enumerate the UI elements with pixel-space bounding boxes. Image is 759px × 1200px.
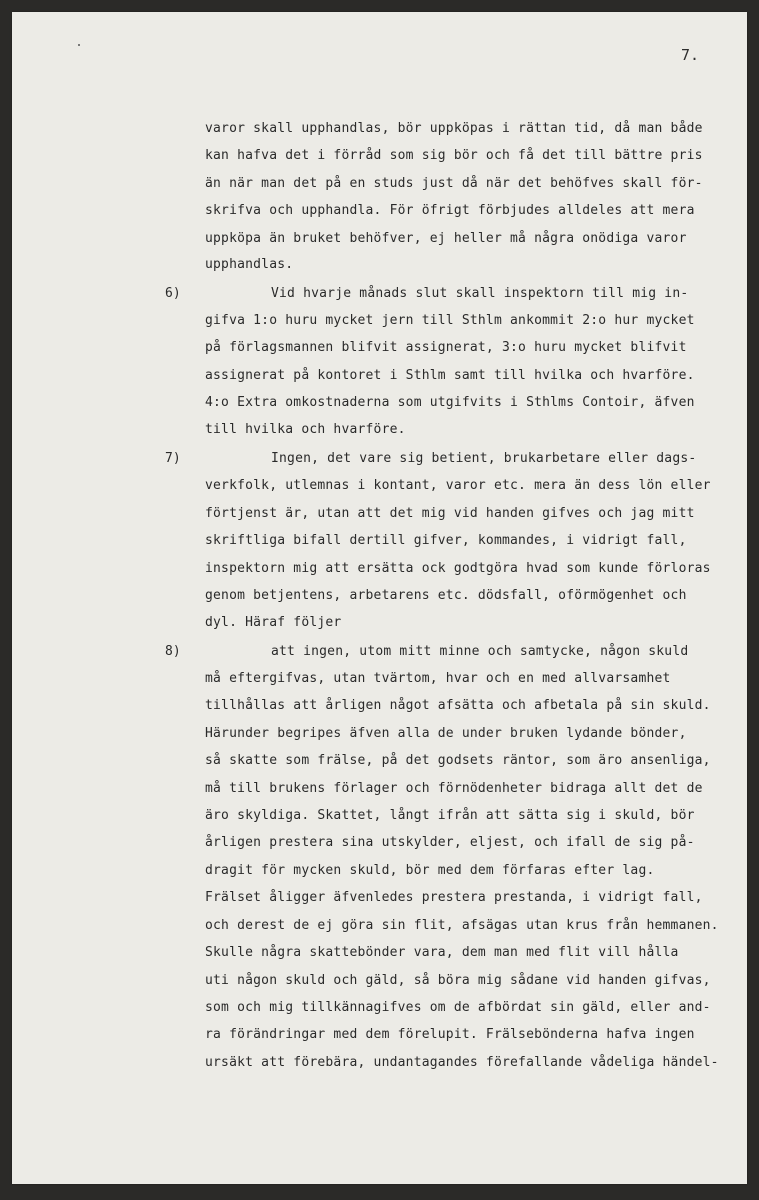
text-line: ursäkt att förebära, undantagandes förefallande vådeliga händel- [205,1055,719,1070]
document-page [12,12,747,1184]
text-line: och derest de ej göra sin flit, afsägas utan krus från hemmanen. [205,918,719,933]
text-line: dyl. Häraf följer [205,615,342,630]
page-number: 7. [680,46,699,64]
text-line: Härunder begripes äfven alla de under bruken lydande bönder, [205,726,687,741]
text-line: assignerat på kontoret i Sthlm samt till hvilka och hvarföre. [205,368,695,383]
text-line: inspektorn mig att ersätta ock godtgöra hvad som kunde förloras [205,561,711,576]
text-line: varor skall upphandlas, bör uppköpas i rättan tid, då man både [205,121,703,136]
text-line: till hvilka och hvarföre. [205,422,406,437]
text-line: tillhållas att årligen något afsätta och afbetala på sin skuld. [205,698,711,713]
text-line: må till brukens förlager och förnödenheter bidraga allt det de [205,781,703,796]
paragraph-marker: 8) [165,644,181,659]
text-line: må eftergifvas, utan tvärtom, hvar och en med allvarsamhet [205,671,671,686]
text-line: än när man det på en studs just då när det behöfves skall för- [205,176,703,191]
text-line: Frälset åligger äfvenledes prestera prestanda, i vidrigt fall, [205,890,703,905]
text-line: gifva 1:o huru mycket jern till Sthlm ankommit 2:o hur mycket [205,313,695,328]
text-line: upphandlas. [205,257,294,272]
text-line: skrifva och upphandla. För öfrigt förbjudes alldeles att mera [205,203,695,218]
text-line: ra förändringar med dem förelupit. Frälsebönderna hafva ingen [205,1027,695,1042]
text-line: Ingen, det vare sig betient, brukarbetare eller dags- [271,451,697,466]
text-line: så skatte som frälse, på det godsets räntor, som äro ansenliga, [205,753,711,768]
text-line: årligen prestera sina utskylder, eljest, och ifall de sig på- [205,835,695,850]
text-line: på förlagsmannen blifvit assignerat, 3:o huru mycket blifvit [205,340,687,355]
text-line: genom betjentens, arbetarens etc. dödsfall, oförmögenhet och [205,588,687,603]
text-line: äro skyldiga. Skattet, långt ifrån att sätta sig i skuld, bör [205,808,695,823]
text-line: förtjenst är, utan att det mig vid handen gifves och jag mitt [205,506,695,521]
paper-speck [78,44,80,46]
text-line: verkfolk, utlemnas i kontant, varor etc. mera än dess lön eller [205,478,711,493]
paragraph-marker: 7) [165,451,181,466]
text-line: Skulle några skattebönder vara, dem man med flit vill hålla [205,945,679,960]
text-line: dragit för mycken skuld, bör med dem förfaras efter lag. [205,863,655,878]
text-line: skriftliga bifall dertill gifver, kommandes, i vidrigt fall, [205,533,687,548]
text-line: 4:o Extra omkostnaderna som utgifvits i Sthlms Contoir, äfven [205,395,695,410]
text-line: uti någon skuld och gäld, så böra mig sådane vid handen gifvas, [205,973,711,988]
paragraph-marker: 6) [165,286,181,301]
text-line: att ingen, utom mitt minne och samtycke, någon skuld [271,644,689,659]
text-line: uppköpa än bruket behöfver, ej heller må några onödiga varor [205,231,687,246]
text-line: Vid hvarje månads slut skall inspektorn till mig in- [271,286,689,301]
text-line: kan hafva det i förråd som sig bör och få det till bättre pris [205,148,703,163]
text-line: som och mig tillkännagifves om de afbördat sin gäld, eller and- [205,1000,711,1015]
